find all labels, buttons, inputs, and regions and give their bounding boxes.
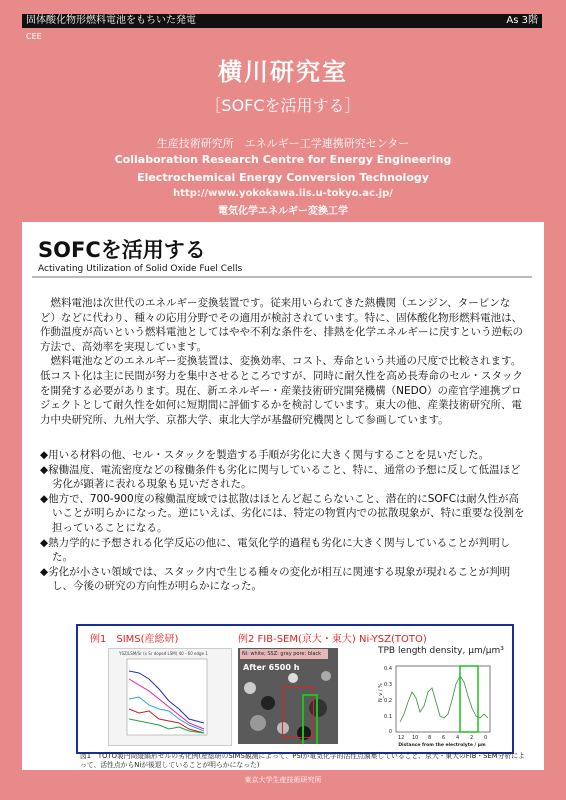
tpb-xtick: 0 [484,735,488,741]
fib-sem-image [238,648,338,744]
section-title: SOFCを活用する [38,238,206,262]
list-item: ◆稼働温度、電流密度などの稼働条件も劣化に関与していること、特に、通常の予想に反して低温ほど劣化が顕著に表れる現象も見いだされた。 [40,463,521,491]
tpb-ylabel: N_v / % [378,683,384,702]
sem-duration-label: After 6500 h [243,663,300,672]
lab-field-en: Electrochemical Energy Conversion Technology [137,171,429,184]
sims-plot [108,648,232,746]
tpb-ytick: 0.2 [384,698,392,704]
tpb-ytick: 0.1 [384,714,392,720]
figure-label-fibsem: 例2 FIB-SEM(京大・東大) Ni-YSZ(TOTO) [238,634,427,645]
top-bar [22,14,542,28]
footer-institution: 東京大学生産技術研究所 [244,776,322,784]
figure-caption: 図1 TOTO製円筒縦縞形セルの劣化例(産総研のSIMS観測によって、PSIが電気化学的活性点濃集していること、京大・東大のFIB・SEM分析によって、活性点からNiが後退していることが明らかになった) [80,752,525,769]
lab-field-ja: 電気化学エネルギー変換工学 [218,206,348,217]
paragraph: 燃料電池は次世代のエネルギー変換装置です。従来用いられてきた熱機関（エンジン、タービンなど）などに代わり、種々の応用分野でその適用が検討されています。特に、固体酸化物形燃料電池は、作動温度が高いという燃料電池としてはやや不利な条件を、排熱を化学エネルギーに戻すという逆転の方法で、高効率を実現しています。 [40,297,523,353]
paragraph: 燃料電池などのエネルギー変換装置は、変換効率、コスト、寿命という共通の尺度で比較されます。低コスト化は主に民間が努力を集中させるところですが、同時に耐久性を高め長寿命のセル・スタックを開発する必要があります。現在、新エネルギー・産業技術研究開発機構（NEDO）の産官学連携プロジェクトとして耐久性を如何に短期間に評価するかを検討しています。東大の他、産業技術研究所、電力中央研究所、九州大学、京都大学、東北大学が基盤研究機関として参画しています。 [40,355,523,426]
section-divider [32,276,532,278]
tpb-ytick: 0.4 [384,666,392,672]
sem-tpb-region [302,694,318,744]
sem-legend: Ni: white; SSZ: gray pore: black [240,649,328,659]
tpb-ytick: 0.3 [384,682,392,688]
tpb-xtick: 12 [398,735,405,741]
list-item: ◆用いる材料の他、セル・スタックを製造する手順が劣化に大きく関与することを見いだした。 [40,449,490,461]
tpb-xtick: 8 [428,735,432,741]
lab-title: 横川研究室 [218,58,348,86]
body-text [40,296,526,427]
lab-subtitle: ［SOFCを活用する］ [205,96,361,115]
figure-box [76,624,514,754]
topbar-title: 固体酸化物形燃料電池をもちいた発電 [26,15,196,26]
cee-label: CEE [26,32,42,41]
figure-label-sims: 例1 SIMS(産総研) [90,634,179,645]
institute-name: 生産技術研究所 エネルギー工学連携研究センター [156,137,410,150]
tpb-xtick: 4 [456,735,460,741]
tpb-xtick: 6 [442,735,446,741]
tpb-ytick: 0 [388,729,392,735]
list-item: ◆劣化が小さい領域では、スタック内で生じる種々の変化が相互に関連する現象が現れることが判明し、今後の研究の方向性が明らかになった。 [40,565,511,593]
sims-plot-title: YSZ/LSM/Sr (x Sr doped LSM) 40 - 60 edge 1 [119,651,208,656]
tpb-xlabel: Distance from the electrolyte / μm [398,743,486,748]
content-panel [22,222,544,770]
centre-name-en: Collaboration Research Centre for Energy Engineering [114,153,452,166]
findings-list [40,448,528,594]
lab-url-link[interactable]: http://www.yokokawa.iis.u-tokyo.ac.jp/ [173,188,393,199]
tpb-density-plot [378,662,496,748]
list-item: ◆他方で、700-900度の稼働温度域では拡散はほとんど起こらないこと、潜在的にSOFCは耐久性が高いことが明らかになった。逆にいえば、劣化には、特定の物質内での拡散現象が、特に重要な役割を担っていることになる。 [40,492,525,534]
sims-plot-lines [109,649,231,745]
tpb-label: TPB length density, μm/μm³ [378,646,504,656]
list-item: ◆熱力学的に予想される化学反応の他に、電気化学的過程も劣化に大きく関与していることが判明した。 [40,536,511,564]
tpb-xtick: 10 [412,735,419,741]
section-subtitle: Activating Utilization of Solid Oxide Fuel Cells [38,264,243,274]
topbar-location: As 3階 [506,15,538,26]
tpb-xtick: 2 [470,735,474,741]
